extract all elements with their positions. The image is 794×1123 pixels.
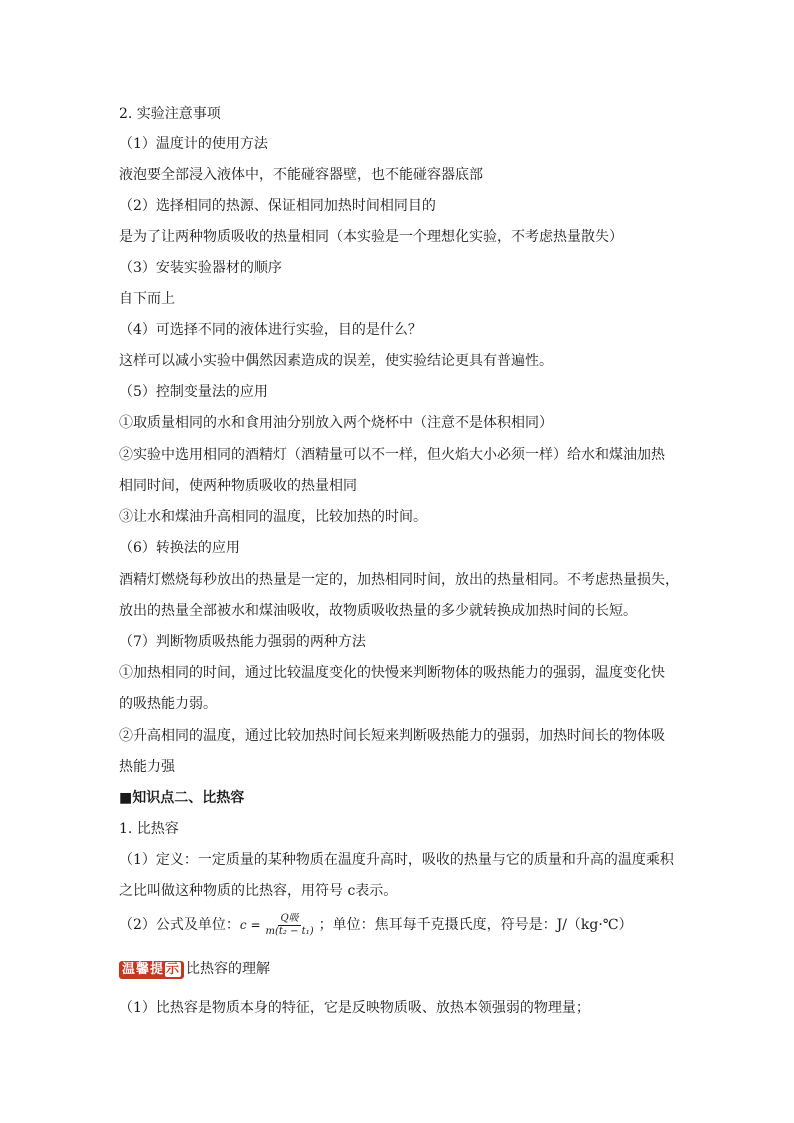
paragraph-line: 这样可以减小实验中偶然因素造成的误差，使实验结论更具有普遍性。 [119,353,553,369]
subheading: （6）转换法的应用 [119,540,240,556]
paragraph-line: 是为了让两种物质吸收的热量相同（本实验是一个理想化实验，不考虑热量散失） [119,229,623,245]
subheading: （5）控制变量法的应用 [119,384,268,400]
paragraph-line: （1）比热容是物质本身的特征，它是反映物质吸、放热本领强弱的物理量； [119,1000,590,1016]
tip-line [119,959,270,979]
list-item: ②实验中选用相同的酒精灯（酒精量可以不一样，但火焰大小必须一样）给水和煤油加热 [119,447,665,463]
paragraph-line: 热能力强 [119,759,175,775]
paragraph-line: 相同时间，使两种物质吸收的热量相同 [119,478,357,494]
subheading: （1）温度计的使用方法 [119,136,268,152]
paragraph-line: 放出的热量全部被水和煤油吸收，故物质吸收热量的多少就转换成加热时间的长短。 [119,603,637,619]
tip-badge [119,961,184,979]
formula-lhs: c = [239,918,261,932]
list-item: ①取质量相同的水和食用油分别放入两个烧杯中（注意不是体积相同） [119,415,553,431]
formula-denominator: m(t₂ − t₁) [265,925,314,937]
paragraph-line: 液泡要全部浸入液体中，不能碰容器壁，也不能碰容器底部 [119,167,483,183]
formula-container [119,910,632,940]
subheading: （7）判断物质吸热能力强弱的两种方法 [119,634,366,650]
knowledge-point-heading: ■知识点二、比热容 [119,790,245,806]
paragraph-line: 的吸热能力弱。 [119,696,217,712]
formula-line [119,910,632,940]
section-heading: 1. 比热容 [119,821,179,837]
subheading: （3）安装实验器材的顺序 [119,260,282,276]
subheading: （4）可选择不同的液体进行实验，目的是什么？ [119,322,422,338]
tip-badge-last: 示 [166,962,181,977]
tip-badge-text: 温馨提 [122,962,165,977]
subheading: （2）选择相同的热源、保证相同加热时间相同目的 [119,198,436,214]
list-item: ①加热相同的时间，通过比较温度变化的快慢来判断物体的吸热能力的强弱，温度变化快 [119,665,665,681]
list-item: ③让水和煤油升高相同的温度，比较加热的时间。 [119,509,427,525]
formula-suffix: ；单位：焦耳每千克摄氏度，符号是：J/（kg·℃） [318,917,633,933]
paragraph-line: （1）定义：一定质量的某种物质在温度升高时，吸收的热量与它的质量和升高的温度乘积 [119,852,674,868]
tip-title: 比热容的理解 [186,961,271,977]
list-item: ②升高相同的温度，通过比较加热时间长短来判断吸热能力的强弱，加热时间长的物体吸 [119,728,665,744]
paragraph-line: 酒精灯燃烧每秒放出的热量是一定的，加热相同时间，放出的热量相同。不考虑热量损失， [119,572,679,588]
paragraph-line: 之比叫做这种物质的比热容，用符号 c表示。 [119,883,398,899]
formula-fraction [264,913,316,938]
formula-numerator: Q吸 [280,912,299,924]
formula-prefix: （2）公式及单位： [119,917,240,933]
section-heading: 2. 实验注意事项 [119,106,221,122]
paragraph-line: 自下而上 [119,291,175,307]
